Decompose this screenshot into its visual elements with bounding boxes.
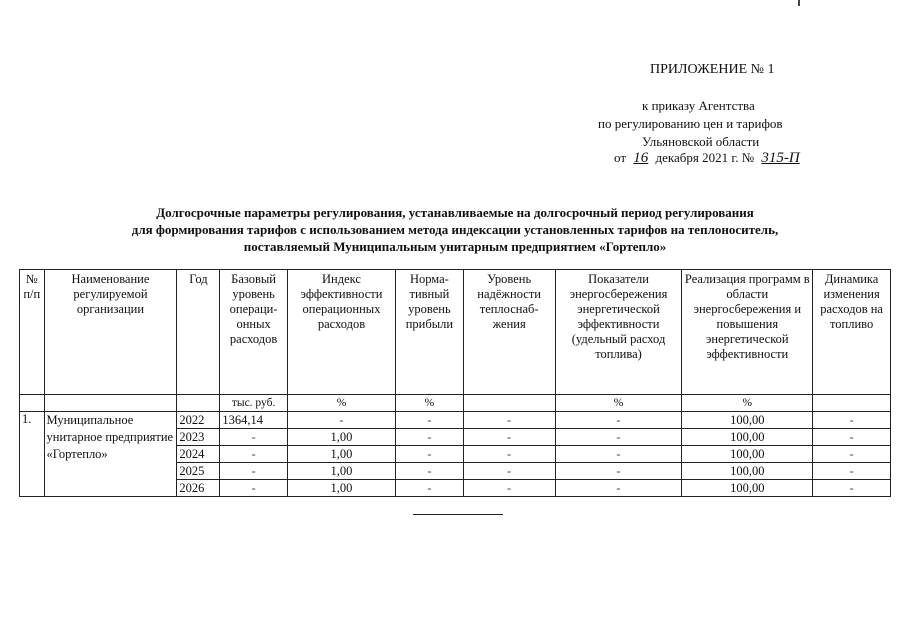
year-cell: 2026 xyxy=(177,480,220,497)
reliability-cell: - xyxy=(463,412,555,429)
annex-title: ПРИЛОЖЕНИЕ № 1 xyxy=(650,62,775,77)
organization-name: Муниципальное унитарное предприятие «Гортепло» xyxy=(44,412,177,497)
reliability-cell: - xyxy=(463,429,555,446)
base-level-cell: - xyxy=(220,463,287,480)
annex-line-3: Ульяновской области xyxy=(642,134,760,149)
energy-cell: - xyxy=(555,446,682,463)
parameters-table xyxy=(19,269,891,497)
efficiency-index-cell: 1,00 xyxy=(287,463,395,480)
annex-line-1: к приказу Агентства xyxy=(642,98,755,113)
reliability-cell: - xyxy=(463,480,555,497)
header-year: Год xyxy=(177,270,220,395)
unit-cell xyxy=(177,395,220,412)
header-profit-level: Норма-тивный уровень прибыли xyxy=(396,270,463,395)
reliability-cell: - xyxy=(463,463,555,480)
document-title xyxy=(60,204,850,255)
profit-cell: - xyxy=(396,412,463,429)
energy-cell: - xyxy=(555,429,682,446)
profit-cell: - xyxy=(396,429,463,446)
efficiency-index-cell: - xyxy=(287,412,395,429)
header-base-level: Базовый уровень операци-онных расходов xyxy=(220,270,287,395)
unit-cell: % xyxy=(396,395,463,412)
year-cell: 2023 xyxy=(177,429,220,446)
date-prefix: от xyxy=(614,150,627,165)
year-cell: 2025 xyxy=(177,463,220,480)
end-of-document-rule xyxy=(413,514,503,515)
header-efficiency-index: Индекс эффективности операционных расходов xyxy=(287,270,395,395)
energy-cell: - xyxy=(555,412,682,429)
programs-cell: 100,00 xyxy=(682,480,813,497)
profit-cell: - xyxy=(396,446,463,463)
header-row xyxy=(20,270,891,395)
energy-cell: - xyxy=(555,463,682,480)
efficiency-index-cell: 1,00 xyxy=(287,429,395,446)
units-row xyxy=(20,395,891,412)
base-level-cell: - xyxy=(220,480,287,497)
date-rest: декабря 2021 г. № xyxy=(655,150,755,165)
header-number: № п/п xyxy=(20,270,45,395)
programs-cell: 100,00 xyxy=(682,429,813,446)
header-organization: Наименование регулируемой организации xyxy=(44,270,177,395)
unit-cell xyxy=(20,395,45,412)
year-cell: 2022 xyxy=(177,412,220,429)
unit-cell xyxy=(813,395,891,412)
fuel-cell: - xyxy=(813,463,891,480)
header-reliability: Уровень надёжности теплоснаб-жения xyxy=(463,270,555,395)
base-level-cell: 1364,14 xyxy=(220,412,287,429)
date-day-handwritten: 16 xyxy=(633,150,649,166)
profit-cell: - xyxy=(396,463,463,480)
programs-cell: 100,00 xyxy=(682,446,813,463)
efficiency-index-cell: 1,00 xyxy=(287,480,395,497)
year-cell: 2024 xyxy=(177,446,220,463)
unit-cell xyxy=(463,395,555,412)
energy-cell: - xyxy=(555,480,682,497)
row-number: 1. xyxy=(20,412,45,497)
annex-date-line xyxy=(614,150,804,167)
document-title-line-3: поставляемый Муниципальным унитарным предприятием «Гортепло» xyxy=(243,239,667,254)
unit-cell: % xyxy=(555,395,682,412)
fuel-cell: - xyxy=(813,412,891,429)
efficiency-index-cell: 1,00 xyxy=(287,446,395,463)
fuel-cell: - xyxy=(813,480,891,497)
programs-cell: 100,00 xyxy=(682,412,813,429)
document-title-line-1: Долгосрочные параметры регулирования, устанавливаемые на долгосрочный период регулирования xyxy=(156,205,754,220)
unit-cell: % xyxy=(682,395,813,412)
scan-mark xyxy=(798,0,800,6)
profit-cell: - xyxy=(396,480,463,497)
order-number-handwritten: 315-П xyxy=(761,150,800,166)
header-fuel-dynamics: Динамика изменения расходов на топливо xyxy=(813,270,891,395)
unit-cell xyxy=(44,395,177,412)
reliability-cell: - xyxy=(463,446,555,463)
unit-cell: тыс. руб. xyxy=(220,395,287,412)
header-energy-saving: Показатели энергосбережения энергетической эффективности (удельный расход топлива) xyxy=(555,270,682,395)
fuel-cell: - xyxy=(813,429,891,446)
programs-cell: 100,00 xyxy=(682,463,813,480)
base-level-cell: - xyxy=(220,429,287,446)
table-row xyxy=(20,412,891,429)
header-programs: Реализация программ в области энергосбережения и повышения энергетической эффективности xyxy=(682,270,813,395)
document-title-line-2: для формирования тарифов с использованием метода индексации установленных тарифов на теплоноситель, xyxy=(131,222,779,237)
base-level-cell: - xyxy=(220,446,287,463)
unit-cell: % xyxy=(287,395,395,412)
annex-line-2: по регулированию цен и тарифов xyxy=(598,116,783,131)
fuel-cell: - xyxy=(813,446,891,463)
